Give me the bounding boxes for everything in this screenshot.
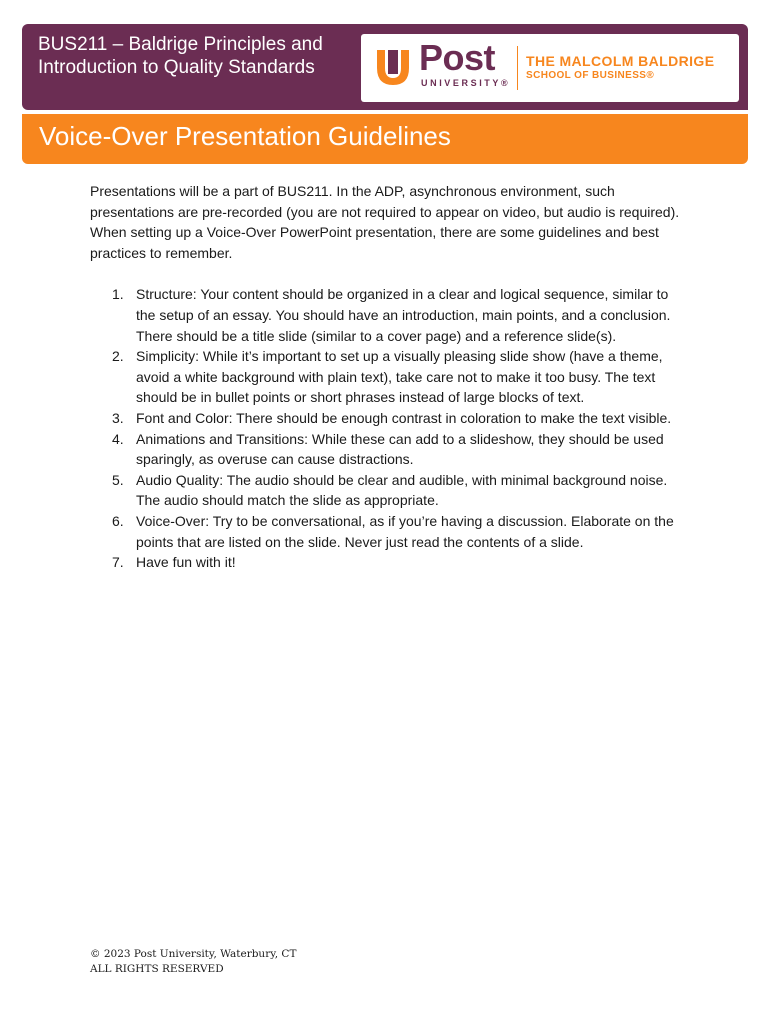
guideline-text: Animations and Transitions: While these can add to a slideshow, they should be used sparingly, as overuse can cause distractions. <box>136 430 664 468</box>
guideline-text: Simplicity: While it’s important to set up a visually pleasing slide show (have a theme, avoid a white background with plain text), take care not to make it too busy. The text should be in bullet points or short phrases instead of large blocks of text. <box>136 348 663 406</box>
title-bar <box>22 114 748 164</box>
guidelines-list <box>90 284 680 572</box>
header-banner <box>22 24 748 110</box>
page-title: Voice-Over Presentation Guidelines <box>39 121 451 151</box>
rights-reserved-line: ALL RIGHTS RESERVED <box>90 963 224 975</box>
guideline-text: Voice-Over: Try to be conversational, as if you’re having a discussion. Elaborate on the points that are listed on the slide. Never just read the contents of a slide. <box>136 512 674 550</box>
guideline-number: 5. <box>112 471 124 488</box>
guideline-text: Structure: Your content should be organized in a clear and logical sequence, similar to the setup of an essay. You should have an introduction, main points, and a conclusion. There should be a title slide (similar to a cover page) and a reference slide(s). <box>136 286 671 344</box>
document-body <box>90 181 680 573</box>
logo-university-word: UNIVERSITY® <box>421 78 511 88</box>
guideline-number: 6. <box>112 512 124 529</box>
school-name-line1: THE MALCOLM BALDRIGE <box>526 53 715 69</box>
copyright-footer <box>90 947 296 977</box>
guideline-animations <box>90 429 680 470</box>
school-name-line2: SCHOOL OF BUSINESS® <box>526 70 655 81</box>
post-university-logo <box>361 34 739 102</box>
guideline-number: 7. <box>112 554 124 571</box>
logo-post-word: Post <box>419 37 496 78</box>
guideline-have-fun <box>90 552 680 573</box>
copyright-line: © 2023 Post University, Waterbury, CT <box>90 948 297 960</box>
guideline-text: Font and Color: There should be enough contrast in coloration to make the text visible. <box>136 409 672 426</box>
course-title <box>38 33 358 79</box>
post-university-mark-icon <box>375 46 411 86</box>
guideline-text: Audio Quality: The audio should be clear and audible, with minimal background noise. The audio should match the slide as appropriate. <box>136 471 668 509</box>
guideline-number: 4. <box>112 430 124 447</box>
guideline-audio-quality <box>90 470 680 511</box>
guideline-text: Have fun with it! <box>136 554 236 571</box>
guideline-number: 2. <box>112 348 124 365</box>
course-title-line1: BUS211 – Baldrige Principles and <box>38 34 323 55</box>
guideline-simplicity <box>90 346 680 408</box>
guideline-structure <box>90 284 680 346</box>
guideline-font-and-color <box>90 408 680 429</box>
guideline-number: 1. <box>112 286 124 303</box>
guideline-voice-over <box>90 511 680 552</box>
intro-paragraph: Presentations will be a part of BUS211. In the ADP, asynchronous environment, such presentations are pre-recorded (you are not required to appear on video, but audio is required). When setting up a Voice-Over PowerPoint presentation, there are some guidelines and best practices to remember. <box>90 183 680 261</box>
guideline-number: 3. <box>112 409 124 426</box>
logo-divider <box>517 46 518 90</box>
course-title-line2: Introduction to Quality Standards <box>38 57 315 78</box>
